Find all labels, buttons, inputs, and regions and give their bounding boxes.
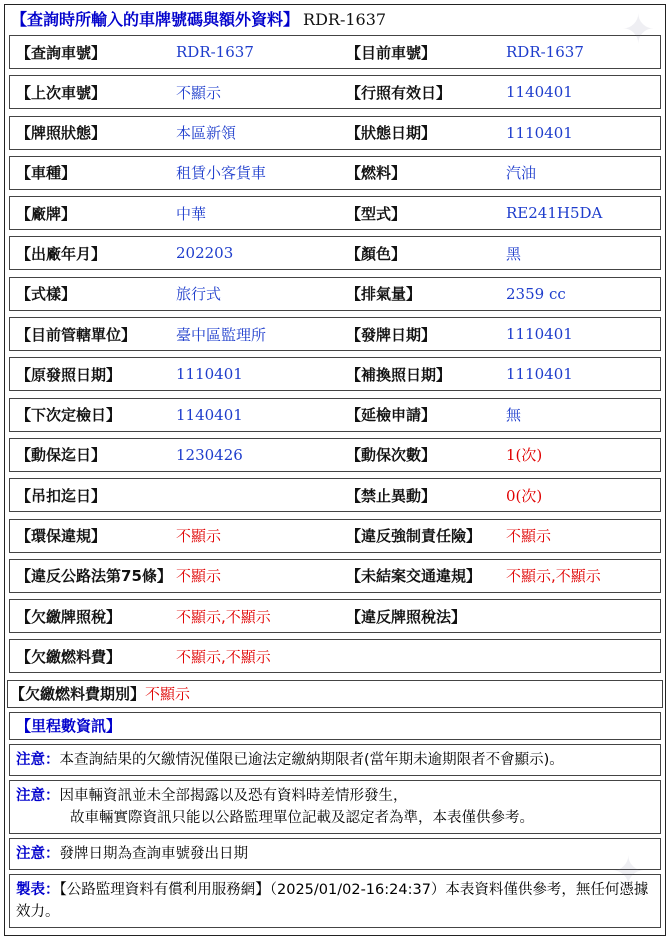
info-row [9,75,661,109]
field-value: 租賃小客貨車 [176,164,267,183]
field-value: 2359 cc [506,284,566,303]
note-text: 因車輛資訊並未全部揭露以及恐有資料時差情形發生， [59,787,408,804]
info-row [9,317,661,351]
field-value: 旅行式 [176,285,222,304]
field-value: 不顯示,不顯示 [176,607,271,626]
field-value: 無 [506,406,522,425]
info-row [9,116,661,150]
field-label: 【補換照日期】 [346,365,452,384]
watermark-bottom: ✦ [611,849,645,895]
field-label: 【目前車號】 [346,43,437,62]
info-row [9,599,661,633]
vehicle-info-sheet [4,4,666,936]
field-label: 【行照有效日】 [346,83,452,102]
note-generated [9,874,661,928]
note-text: 本查詢結果的欠繳情況僅限已逾法定繳納期限者(當年期未逾期限者不會顯示)。 [59,751,564,768]
field-label: 【違反牌照稅法】 [346,607,467,626]
field-label: 【顏色】 [346,244,407,263]
field-label: 【上次車號】 [16,83,107,102]
field-label: 【環保違規】 [16,527,107,546]
note-disclaimer [9,780,661,834]
title-label: 【查詢時所輸入的車牌號碼與額外資料】 [11,10,300,29]
title-plate: RDR-1637 [303,10,387,29]
fuel-period-label: 【欠繳燃料費期別】 [10,685,146,704]
field-value: 不顯示 [176,83,222,102]
note-key: 注意： [16,845,60,862]
field-label: 【目前管轄單位】 [16,325,137,344]
field-label: 【吊扣迄日】 [16,486,107,505]
note-overdue [9,744,661,776]
page-title [5,5,665,35]
info-row [9,156,661,190]
field-value: 本區新領 [176,124,237,143]
field-value: 不顯示 [176,567,222,586]
field-label: 【車種】 [16,164,77,183]
field-value: 1110401 [176,365,243,384]
field-value: 1110401 [506,365,573,384]
fuel-period-value: 不顯示 [145,685,191,704]
field-label: 【欠繳牌照稅】 [16,607,122,626]
fuel-period-row [7,680,663,708]
field-label: 【型式】 [346,204,407,223]
field-label: 【延檢申請】 [346,406,437,425]
field-value: 汽油 [506,164,537,183]
field-label: 【下次定檢日】 [16,406,122,425]
note-text: 【公路監理資料有償利用服務網】（2025/01/02-16:24:37）本表資料僅供參考，無任何憑據效力。 [16,881,649,920]
field-label: 【欠繳燃料費】 [16,647,122,666]
field-label: 【式樣】 [16,285,77,304]
watermark-top: ✦ [621,7,655,53]
field-value: 1110401 [506,123,573,142]
field-value: RDR-1637 [176,43,254,61]
field-value: 0(次) [506,486,543,505]
field-label: 【動保迄日】 [16,446,107,465]
field-label: 【未結案交通違規】 [346,567,482,586]
field-value: 202203 [176,244,234,263]
info-row [9,519,661,553]
info-row [9,196,661,230]
info-row [9,639,661,673]
field-value: 黑 [506,244,522,263]
field-label: 【出廠年月】 [16,244,107,263]
field-value: 不顯示,不顯示 [506,567,601,586]
note-key: 注意： [16,787,60,804]
field-value: 1140401 [506,83,573,102]
field-label: 【禁止異動】 [346,486,437,505]
info-row [9,236,661,270]
field-label: 【原發照日期】 [16,365,122,384]
mileage-section-title: 【里程數資訊】 [9,712,661,740]
field-label: 【違反公路法第75條】 [16,567,172,586]
info-rows [5,35,665,673]
field-label: 【廠牌】 [16,204,77,223]
field-value: 臺中區監理所 [176,325,267,344]
field-value: 1140401 [176,405,243,424]
field-value: RDR-1637 [506,43,584,61]
field-value: 中華 [176,204,207,223]
field-label: 【違反強制責任險】 [346,527,482,546]
field-value: 1230426 [176,445,243,464]
info-row [9,478,661,512]
field-value: RE241H5DA [506,204,603,223]
field-value: 1(次) [506,446,543,465]
field-value: 1110401 [506,325,573,344]
note-key: 注意： [16,751,60,768]
note-key: 製表： [16,881,60,898]
note-issue-date [9,838,661,870]
field-label: 【排氣量】 [346,285,422,304]
note-text: 發牌日期為查詢車號發出日期 [59,845,248,862]
info-row [9,438,661,472]
info-row [9,277,661,311]
field-label: 【狀態日期】 [346,124,437,143]
field-label: 【發牌日期】 [346,325,437,344]
field-label: 【查詢車號】 [16,43,107,62]
info-row [9,35,661,69]
field-value: 不顯示,不顯示 [176,647,271,666]
info-row [9,559,661,593]
field-label: 【動保次數】 [346,446,437,465]
field-label: 【牌照狀態】 [16,124,107,143]
info-row [9,357,661,391]
note-text: 故車輛實際資訊只能以公路監理單位記載及認定者為準，本表僅供參考。 [70,809,534,826]
field-label: 【燃料】 [346,164,407,183]
info-row [9,398,661,432]
field-value: 不顯示 [506,527,552,546]
field-value: 不顯示 [176,527,222,546]
